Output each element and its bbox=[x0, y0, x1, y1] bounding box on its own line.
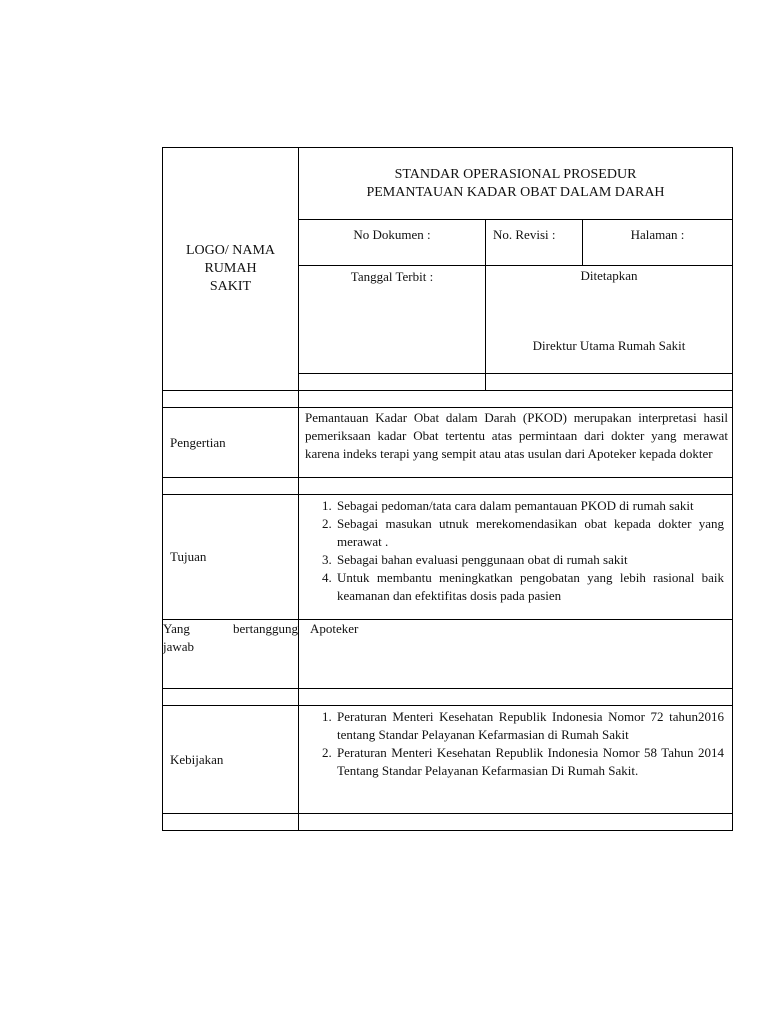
ditetapkan-cell bbox=[486, 266, 733, 374]
tujuan-label: Tujuan bbox=[170, 549, 207, 564]
kebijakan-label-cell bbox=[163, 706, 299, 814]
no-revisi-cell bbox=[486, 220, 583, 266]
list-item: 1. Sebagai pedoman/tata cara dalam pemantauan PKOD di rumah sakit bbox=[335, 497, 724, 515]
tanggal-terbit-cell bbox=[299, 266, 486, 374]
title-line-2: PEMANTAUAN KADAR OBAT DALAM DARAH bbox=[366, 184, 665, 200]
tujuan-label-cell bbox=[163, 495, 299, 620]
empty-cell bbox=[163, 478, 299, 495]
tanggal-terbit-label: Tanggal Terbit : bbox=[350, 269, 434, 284]
halaman-cell bbox=[583, 220, 733, 266]
pengertian-label: Pengertian bbox=[170, 434, 226, 450]
list-item: 3. Sebagai bahan evaluasi penggunaan obat di rumah sakit bbox=[335, 551, 724, 569]
penanggung-jawab-text: Apoteker bbox=[299, 620, 733, 689]
kebijakan-label: Kebijakan bbox=[170, 751, 224, 767]
kebijakan-content bbox=[299, 706, 733, 814]
ditetapkan-label: Ditetapkan bbox=[580, 268, 638, 283]
empty-cell bbox=[299, 814, 733, 831]
empty-cell bbox=[486, 374, 733, 391]
tujuan-content bbox=[299, 495, 733, 620]
list-item: 4. Untuk membantu meningkatkan pengobatan yang lebih rasional baik keamanan dan efektifitas dosis pada pasien bbox=[335, 569, 724, 605]
logo-text-line: RUMAH bbox=[204, 261, 257, 276]
list-item: 2. Peraturan Menteri Kesehatan Republik Indonesia Nomor 58 Tahun 2014 Tentang Standar Pelayanan Kefarmasian Di Rumah Sakit. bbox=[335, 744, 724, 780]
logo-text-line: SAKIT bbox=[209, 279, 252, 294]
empty-cell bbox=[163, 391, 299, 408]
document-title bbox=[299, 148, 733, 220]
pengertian-text: Pemantauan Kadar Obat dalam Darah (PKOD) merupakan interpretasi hasil pemeriksaan kadar Obat tertentu atas permintaan dari dokter yang merawat karena indeks terapi yang sempit atau atas usulan dari Apoteker kepada dokter bbox=[299, 408, 733, 478]
list-item: 2. Sebagai masukan utnuk merekomendasikan obat kepada dokter yang merawat . bbox=[335, 515, 724, 551]
empty-cell bbox=[299, 374, 486, 391]
direktur-label: Direktur Utama Rumah Sakit bbox=[532, 338, 686, 353]
pengertian-label-cell bbox=[163, 408, 299, 478]
tujuan-list bbox=[299, 495, 732, 605]
no-dokumen-label: No Dokumen : bbox=[353, 227, 431, 242]
penanggung-jawab-label-cell bbox=[163, 620, 299, 689]
empty-cell bbox=[299, 478, 733, 495]
no-revisi-label: No. Revisi : bbox=[493, 227, 556, 242]
halaman-label: Halaman : bbox=[630, 227, 685, 242]
empty-cell bbox=[163, 814, 299, 831]
list-item: 1. Peraturan Menteri Kesehatan Republik Indonesia Nomor 72 tahun2016 tentang Standar Pelayanan Kefarmasian di Rumah Sakit bbox=[335, 708, 724, 744]
penanggung-jawab-label-line-2: jawab bbox=[163, 639, 195, 654]
title-line-1: STANDAR OPERASIONAL PROSEDUR bbox=[394, 166, 637, 182]
sop-document-table bbox=[162, 147, 733, 831]
empty-cell bbox=[299, 391, 733, 408]
kebijakan-list bbox=[299, 706, 732, 780]
no-dokumen-cell bbox=[299, 220, 486, 266]
logo-text-line: LOGO/ NAMA bbox=[185, 243, 276, 258]
penanggung-jawab-label-line-1: Yang bertanggung bbox=[163, 621, 298, 636]
empty-cell bbox=[163, 689, 299, 706]
empty-cell bbox=[299, 689, 733, 706]
logo-placeholder bbox=[163, 148, 299, 391]
